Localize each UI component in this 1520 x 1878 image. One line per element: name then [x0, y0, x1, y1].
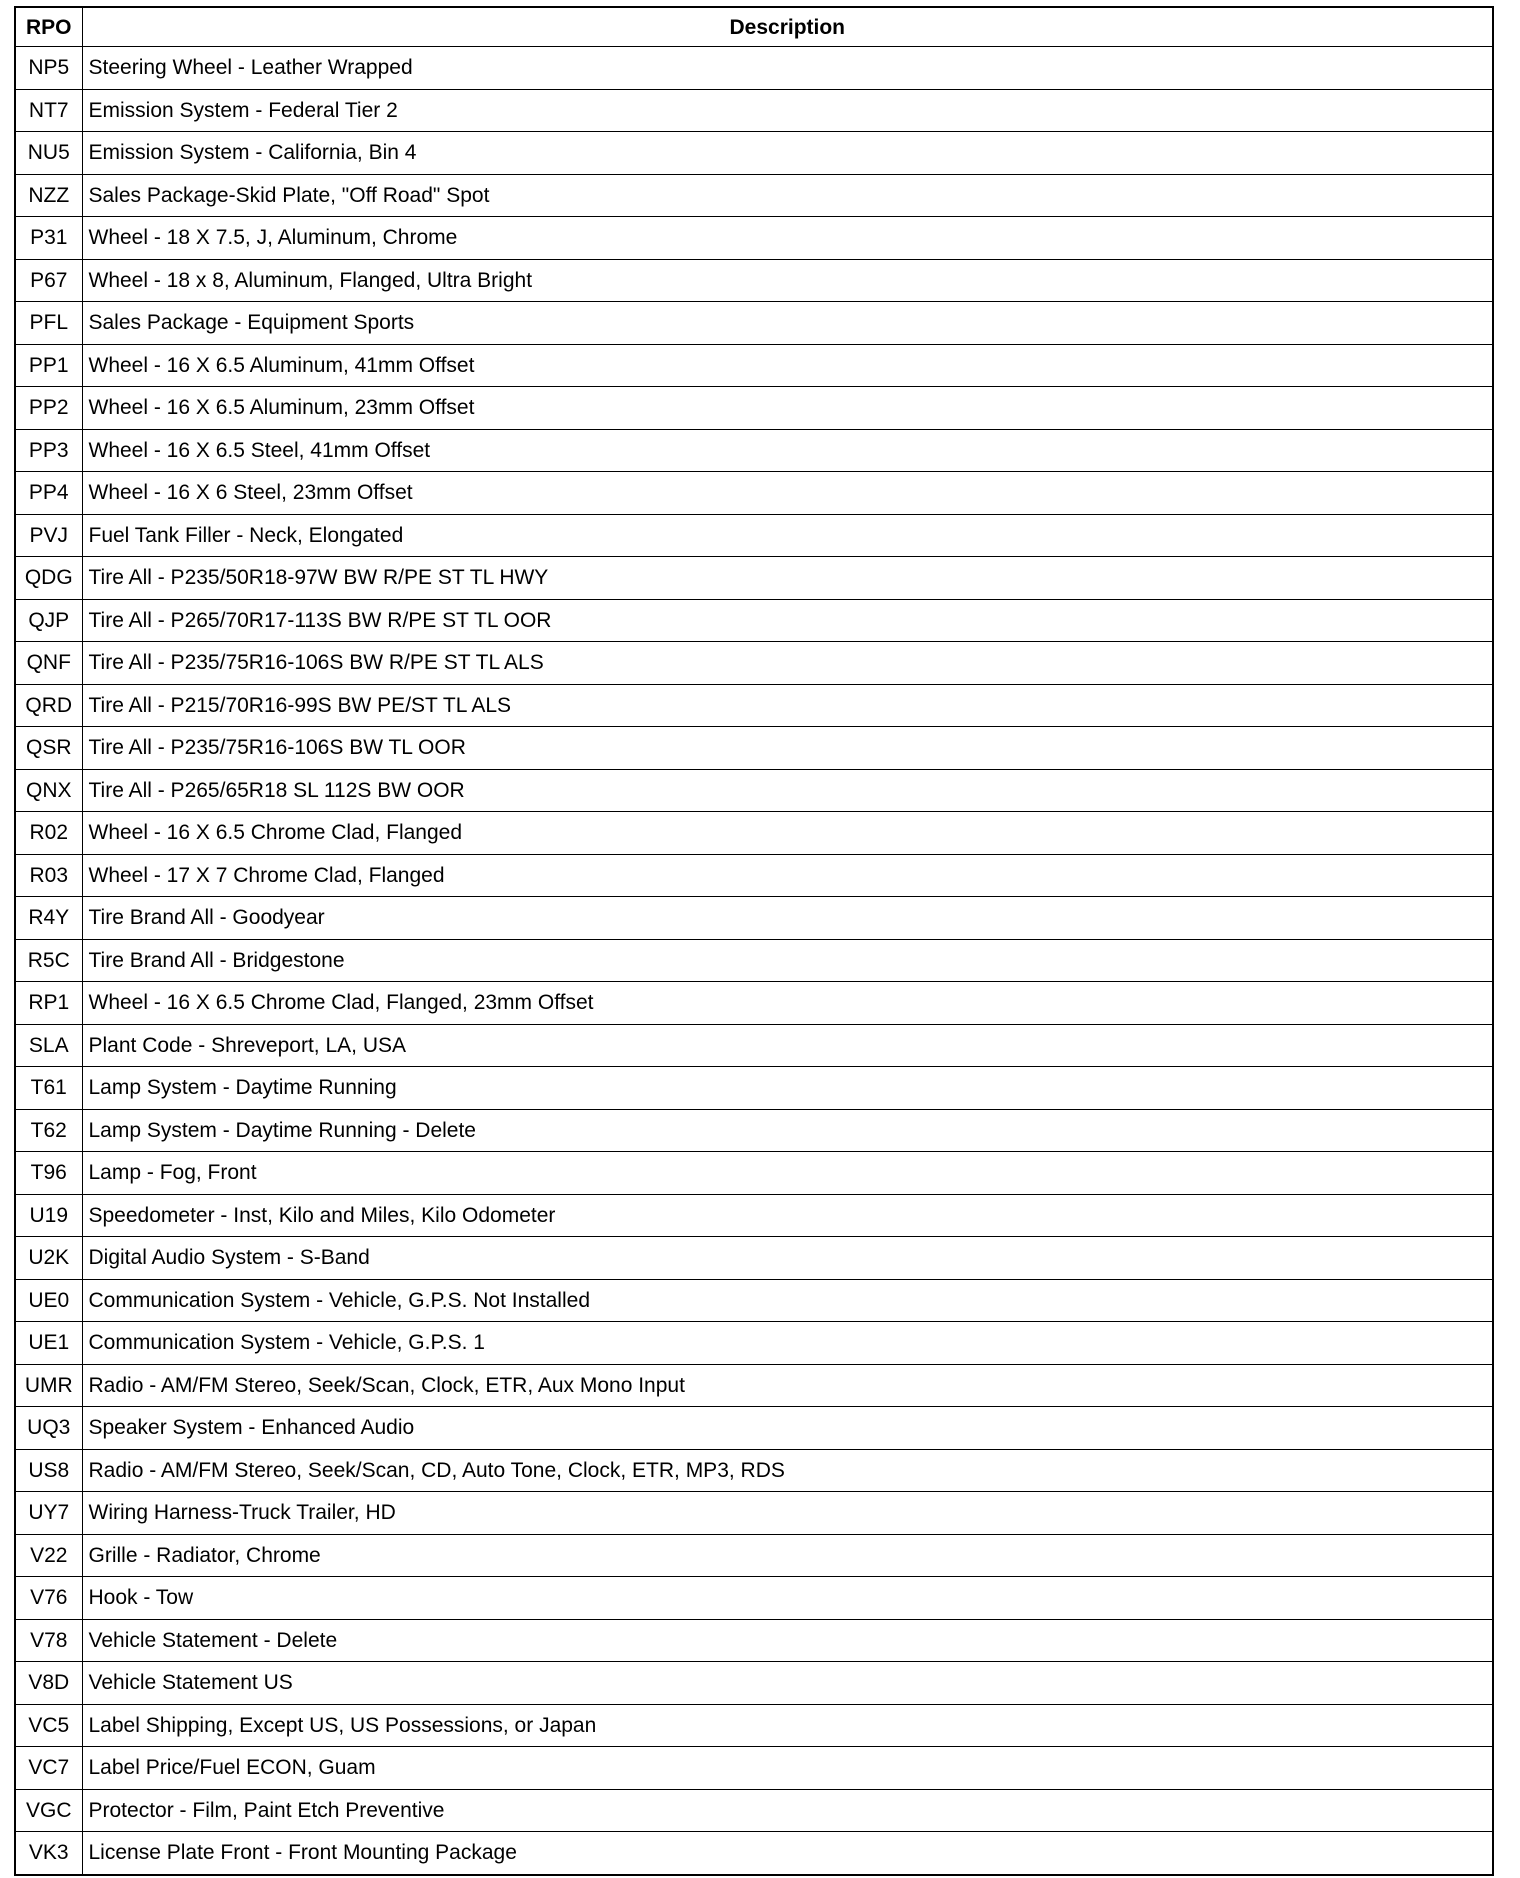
rpo-description-cell: License Plate Front - Front Mounting Package	[82, 1832, 1493, 1875]
rpo-description-cell: Plant Code - Shreveport, LA, USA	[82, 1024, 1493, 1067]
rpo-code-cell: UY7	[15, 1492, 82, 1535]
rpo-description-cell: Tire All - P235/75R16-106S BW TL OOR	[82, 727, 1493, 770]
rpo-code-cell: R4Y	[15, 897, 82, 940]
rpo-code-cell: T61	[15, 1067, 82, 1110]
rpo-code-cell: RP1	[15, 982, 82, 1025]
rpo-code-cell: PP1	[15, 344, 82, 387]
rpo-description-cell: Fuel Tank Filler - Neck, Elongated	[82, 514, 1493, 557]
rpo-code-cell: T62	[15, 1109, 82, 1152]
table-row	[15, 1747, 1493, 1790]
rpo-code-cell: QNX	[15, 769, 82, 812]
table-row	[15, 1619, 1493, 1662]
rpo-description-cell: Wheel - 16 X 6.5 Aluminum, 41mm Offset	[82, 344, 1493, 387]
table-row	[15, 47, 1493, 90]
rpo-description-cell: Wheel - 18 x 8, Aluminum, Flanged, Ultra Bright	[82, 259, 1493, 302]
rpo-code-cell: NZZ	[15, 174, 82, 217]
rpo-description-cell: Speedometer - Inst, Kilo and Miles, Kilo Odometer	[82, 1194, 1493, 1237]
rpo-code-cell: PFL	[15, 302, 82, 345]
rpo-description-cell: Vehicle Statement - Delete	[82, 1619, 1493, 1662]
table-row	[15, 1662, 1493, 1705]
rpo-description-cell: Label Shipping, Except US, US Possessions, or Japan	[82, 1704, 1493, 1747]
rpo-code-cell: V8D	[15, 1662, 82, 1705]
rpo-description-table	[14, 6, 1494, 1876]
table-row	[15, 982, 1493, 1025]
rpo-code-cell: UQ3	[15, 1407, 82, 1450]
rpo-description-cell: Lamp - Fog, Front	[82, 1152, 1493, 1195]
rpo-description-cell: Emission System - California, Bin 4	[82, 132, 1493, 175]
table-row	[15, 939, 1493, 982]
rpo-description-cell: Lamp System - Daytime Running - Delete	[82, 1109, 1493, 1152]
rpo-description-cell: Wiring Harness-Truck Trailer, HD	[82, 1492, 1493, 1535]
rpo-code-cell: UE0	[15, 1279, 82, 1322]
rpo-code-cell: NU5	[15, 132, 82, 175]
table-row	[15, 132, 1493, 175]
rpo-code-cell: QJP	[15, 599, 82, 642]
column-header-rpo: RPO	[15, 7, 82, 47]
rpo-description-cell: Sales Package-Skid Plate, "Off Road" Spot	[82, 174, 1493, 217]
table-row	[15, 302, 1493, 345]
rpo-description-cell: Speaker System - Enhanced Audio	[82, 1407, 1493, 1450]
table-row	[15, 429, 1493, 472]
table-row	[15, 259, 1493, 302]
rpo-description-cell: Radio - AM/FM Stereo, Seek/Scan, CD, Auto Tone, Clock, ETR, MP3, RDS	[82, 1449, 1493, 1492]
table-row	[15, 89, 1493, 132]
rpo-code-cell: UE1	[15, 1322, 82, 1365]
table-row	[15, 769, 1493, 812]
table-row	[15, 812, 1493, 855]
rpo-code-cell: PP2	[15, 387, 82, 430]
table-row	[15, 642, 1493, 685]
rpo-description-cell: Radio - AM/FM Stereo, Seek/Scan, Clock, ETR, Aux Mono Input	[82, 1364, 1493, 1407]
table-row	[15, 1789, 1493, 1832]
rpo-description-cell: Vehicle Statement US	[82, 1662, 1493, 1705]
table-row	[15, 1279, 1493, 1322]
table-row	[15, 1067, 1493, 1110]
table-row	[15, 727, 1493, 770]
rpo-description-cell: Steering Wheel - Leather Wrapped	[82, 47, 1493, 90]
rpo-description-cell: Wheel - 16 X 6.5 Steel, 41mm Offset	[82, 429, 1493, 472]
rpo-description-cell: Tire Brand All - Goodyear	[82, 897, 1493, 940]
rpo-description-cell: Protector - Film, Paint Etch Preventive	[82, 1789, 1493, 1832]
rpo-code-cell: PP3	[15, 429, 82, 472]
table-row	[15, 514, 1493, 557]
table-row	[15, 1534, 1493, 1577]
rpo-code-cell: R03	[15, 854, 82, 897]
rpo-code-cell: QSR	[15, 727, 82, 770]
table-row	[15, 1407, 1493, 1450]
table-row	[15, 684, 1493, 727]
rpo-code-cell: VC7	[15, 1747, 82, 1790]
table-row	[15, 1364, 1493, 1407]
table-row	[15, 1024, 1493, 1067]
rpo-code-cell: VGC	[15, 1789, 82, 1832]
rpo-code-cell: V78	[15, 1619, 82, 1662]
table-row	[15, 387, 1493, 430]
table-row	[15, 1152, 1493, 1195]
rpo-code-cell: VC5	[15, 1704, 82, 1747]
table-row	[15, 472, 1493, 515]
rpo-description-cell: Wheel - 16 X 6.5 Chrome Clad, Flanged	[82, 812, 1493, 855]
rpo-description-cell: Wheel - 16 X 6.5 Aluminum, 23mm Offset	[82, 387, 1493, 430]
table-row	[15, 1577, 1493, 1620]
table-row	[15, 217, 1493, 260]
rpo-code-cell: P67	[15, 259, 82, 302]
rpo-description-cell: Tire All - P265/70R17-113S BW R/PE ST TL OOR	[82, 599, 1493, 642]
table-row	[15, 557, 1493, 600]
table-row	[15, 1832, 1493, 1875]
table-row	[15, 174, 1493, 217]
rpo-code-cell: PP4	[15, 472, 82, 515]
table-row	[15, 599, 1493, 642]
table-header	[15, 7, 1493, 47]
rpo-code-cell: UMR	[15, 1364, 82, 1407]
table-row	[15, 1237, 1493, 1280]
table-body	[15, 47, 1493, 1875]
table-row	[15, 344, 1493, 387]
rpo-description-cell: Tire All - P235/50R18-97W BW R/PE ST TL HWY	[82, 557, 1493, 600]
rpo-code-cell: QDG	[15, 557, 82, 600]
rpo-description-cell: Lamp System - Daytime Running	[82, 1067, 1493, 1110]
rpo-description-cell: Communication System - Vehicle, G.P.S. 1	[82, 1322, 1493, 1365]
rpo-description-cell: Emission System - Federal Tier 2	[82, 89, 1493, 132]
table-row	[15, 1322, 1493, 1365]
rpo-code-cell: QNF	[15, 642, 82, 685]
rpo-code-cell: PVJ	[15, 514, 82, 557]
rpo-code-cell: V76	[15, 1577, 82, 1620]
rpo-code-cell: SLA	[15, 1024, 82, 1067]
rpo-code-cell: V22	[15, 1534, 82, 1577]
rpo-description-cell: Wheel - 16 X 6.5 Chrome Clad, Flanged, 23mm Offset	[82, 982, 1493, 1025]
rpo-description-cell: Communication System - Vehicle, G.P.S. Not Installed	[82, 1279, 1493, 1322]
rpo-description-cell: Digital Audio System - S-Band	[82, 1237, 1493, 1280]
rpo-description-cell: Hook - Tow	[82, 1577, 1493, 1620]
rpo-code-cell: R02	[15, 812, 82, 855]
table-row	[15, 1449, 1493, 1492]
table-header-row	[15, 7, 1493, 47]
rpo-code-cell: VK3	[15, 1832, 82, 1875]
rpo-code-cell: R5C	[15, 939, 82, 982]
rpo-code-cell: T96	[15, 1152, 82, 1195]
rpo-description-cell: Wheel - 17 X 7 Chrome Clad, Flanged	[82, 854, 1493, 897]
table-row	[15, 1109, 1493, 1152]
rpo-code-cell: NP5	[15, 47, 82, 90]
table-row	[15, 1492, 1493, 1535]
rpo-description-cell: Label Price/Fuel ECON, Guam	[82, 1747, 1493, 1790]
table-row	[15, 1704, 1493, 1747]
rpo-code-cell: U19	[15, 1194, 82, 1237]
rpo-code-cell: P31	[15, 217, 82, 260]
rpo-description-cell: Wheel - 16 X 6 Steel, 23mm Offset	[82, 472, 1493, 515]
rpo-description-cell: Tire All - P215/70R16-99S BW PE/ST TL ALS	[82, 684, 1493, 727]
table-row	[15, 897, 1493, 940]
rpo-code-cell: US8	[15, 1449, 82, 1492]
column-header-description: Description	[82, 7, 1493, 47]
rpo-code-cell: QRD	[15, 684, 82, 727]
rpo-code-cell: U2K	[15, 1237, 82, 1280]
rpo-description-cell: Sales Package - Equipment Sports	[82, 302, 1493, 345]
table-row	[15, 1194, 1493, 1237]
rpo-code-cell: NT7	[15, 89, 82, 132]
rpo-description-cell: Tire All - P265/65R18 SL 112S BW OOR	[82, 769, 1493, 812]
rpo-description-cell: Grille - Radiator, Chrome	[82, 1534, 1493, 1577]
rpo-description-cell: Tire Brand All - Bridgestone	[82, 939, 1493, 982]
rpo-description-cell: Wheel - 18 X 7.5, J, Aluminum, Chrome	[82, 217, 1493, 260]
table-row	[15, 854, 1493, 897]
rpo-description-cell: Tire All - P235/75R16-106S BW R/PE ST TL ALS	[82, 642, 1493, 685]
